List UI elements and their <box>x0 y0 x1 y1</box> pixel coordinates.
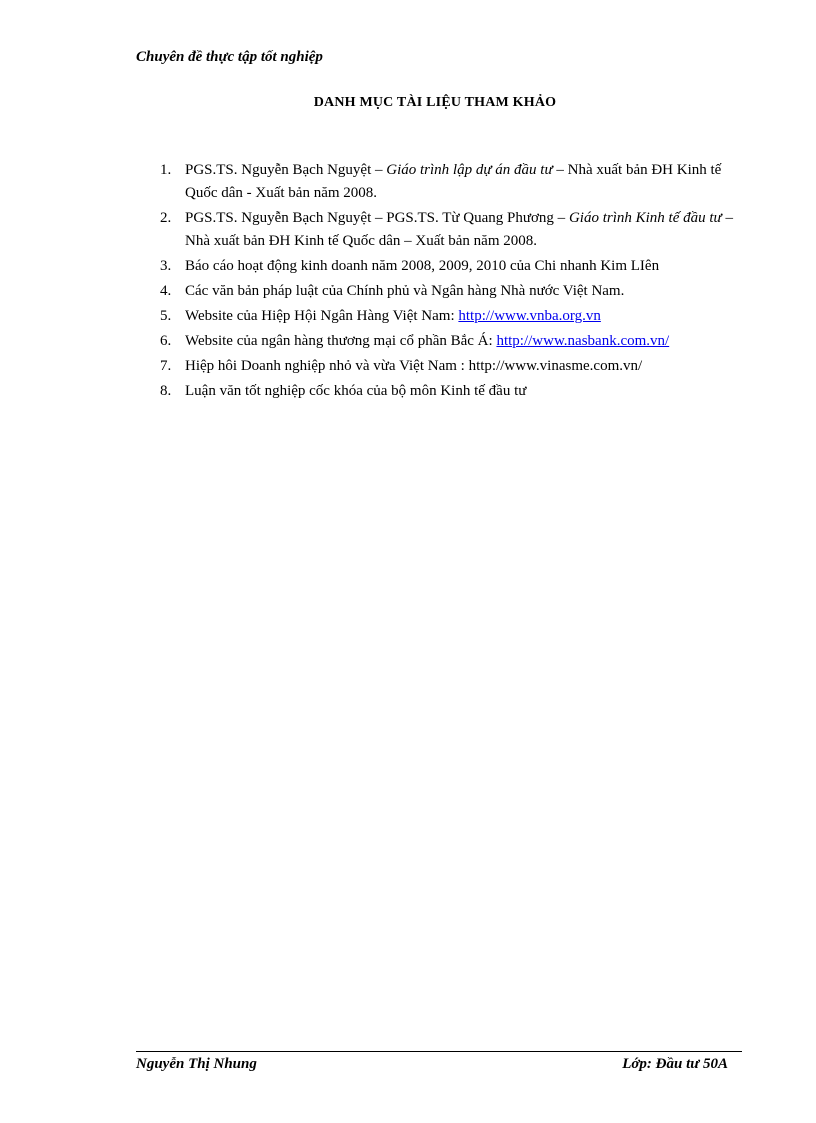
reference-text: Luận văn tốt nghiệp cốc khóa của bộ môn Kinh tế đầu tư <box>185 383 527 399</box>
reference-text: Báo cáo hoạt động kinh doanh năm 2008, 2009, 2010 của Chi nhanh Kim LIên <box>185 258 660 274</box>
reference-title: Giáo trình lập dự án đầu tư <box>386 162 553 178</box>
nasbank-website-link[interactable]: http://www.nasbank.com.vn/ <box>496 333 670 349</box>
document-heading: DANH MỤC TÀI LIỆU THAM KHẢO <box>313 95 557 110</box>
reference-text: Các văn bản pháp luật của Chính phủ và Ngân hàng Nhà nước Việt Nam. <box>185 283 625 299</box>
reference-item <box>160 305 750 328</box>
reference-author: PGS.TS. Nguyễn Bạch Nguyệt – PGS.TS. Từ Quang Phương – <box>185 210 569 226</box>
reference-text: Hiệp hôi Doanh nghiệp nhỏ và vừa Việt Nam : http://www.vinasme.com.vn/ <box>185 358 643 374</box>
footer-author: Nguyễn Thị Nhung <box>136 1056 257 1072</box>
reference-number: 4. <box>160 283 172 299</box>
reference-item <box>160 330 750 353</box>
reference-number: 3. <box>160 258 172 274</box>
page-header-title: Chuyên đề thực tập tốt nghiệp <box>136 49 323 65</box>
reference-item <box>160 280 750 303</box>
reference-item <box>160 255 750 278</box>
reference-publisher: – Nhà xuất bản ĐH Kinh tế Quốc dân – Xuất bản năm 2008. <box>185 210 733 249</box>
reference-author: PGS.TS. Nguyễn Bạch Nguyệt – <box>185 162 387 178</box>
reference-number: 7. <box>160 358 172 374</box>
reference-item <box>160 380 750 403</box>
vnba-website-link[interactable]: http://www.vnba.org.vn <box>458 308 601 324</box>
reference-item <box>160 355 750 378</box>
reference-list <box>160 159 750 403</box>
reference-publisher: – Nhà xuất bản ĐH Kinh tế Quốc dân - Xuất bản năm 2008. <box>185 162 722 201</box>
reference-text: Website của ngân hàng thương mại cổ phần Bắc Á: <box>185 333 497 349</box>
reference-item <box>160 159 750 205</box>
footer-divider <box>136 1051 742 1052</box>
reference-number: 5. <box>160 308 172 324</box>
reference-item <box>160 207 750 253</box>
footer-class: Lớp: Đầu tư 50A <box>622 1056 728 1072</box>
reference-text: Website của Hiệp Hội Ngân Hàng Việt Nam: <box>185 308 459 324</box>
reference-number: 2. <box>160 210 172 226</box>
reference-number: 6. <box>160 333 172 349</box>
reference-title: Giáo trình Kinh tế đầu tư <box>568 210 722 226</box>
reference-number: 1. <box>160 162 172 178</box>
reference-number: 8. <box>160 383 172 399</box>
